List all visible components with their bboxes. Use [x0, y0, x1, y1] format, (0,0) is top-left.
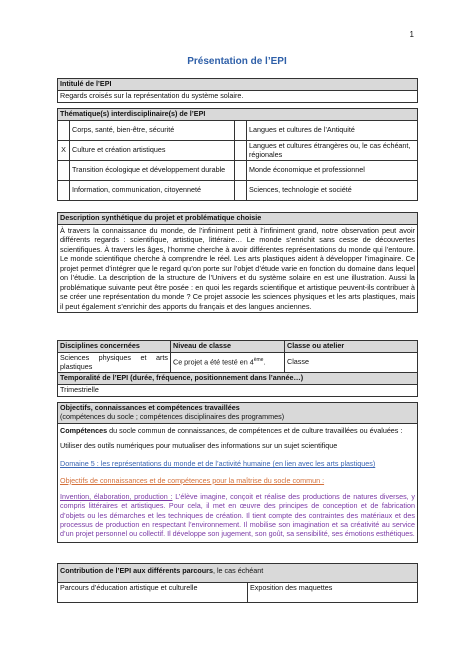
classe-col-header: Classe ou atelier — [285, 341, 418, 353]
domaine5-link[interactable]: Domaine 5 : les représentations du monde et de l’activité humaine (en lien avec les arts plastiques) — [60, 459, 376, 469]
page-title: Présentation de l’EPI — [187, 56, 287, 67]
parcours-value: Exposition des maquettes — [248, 582, 418, 602]
thematique-checkbox — [235, 161, 247, 181]
thematique-label: Langues et cultures étrangères ou, le cas échéant, régionales — [247, 140, 418, 161]
invention-label: Invention, élaboration, production : — [60, 492, 173, 501]
thematique-label: Information, communication, citoyenneté — [70, 181, 235, 201]
thematique-checkbox — [58, 120, 70, 140]
competences-text: du socle commun de connaissances, de compétences et de culture travaillées ou évaluées : — [107, 425, 403, 435]
intitule-value: Regards croisés sur la représentation du système solaire. — [58, 90, 418, 102]
description-table — [57, 212, 418, 313]
thematique-checkbox — [235, 120, 247, 140]
objectifs-subtitle: (compétences du socle ; compétences disciplinaires des programmes) — [60, 411, 285, 421]
classe-value: Classe — [285, 352, 418, 373]
thematique-label: Sciences, technologie et société — [247, 181, 418, 201]
outils-text: Utiliser des outils numériques pour mutualiser des informations sur un sujet scientifique — [60, 440, 338, 450]
invention-paragraph — [60, 492, 415, 539]
objectifs-content — [58, 423, 418, 542]
thematique-label: Monde économique et professionnel — [247, 161, 418, 181]
objectifs-title: Objectifs, connaissances et compétences travaillées — [60, 403, 240, 412]
description-text: À travers la connaissance du monde, de l’infiniment petit à l’infiniment grand, notre observation peut avoir différents regards : scientifique, artistique, littéraire… Le monde s’enrichit sans cesse de découvertes scientifiques. À travers les âges, l’homme cherche à avoir différentes représentations du monde qui l’entoure. Le monde scientifique cherche à comprendre le réel. Les arts plastiques aident à développer l’imaginaire. Ce projet permet d’intégrer que le regard qu’on porte sur l’objet d’étude varie en fonction du domaine dans lequel on l’étudie. La description de la structure de l’Univers et du système solaire en est une illustration. Aussi la problématique suivante peut être posée : en quoi les regards scientifique et artistique peuvent-ils contribuer à se créer une représentation du monde ? Ce projet associe les sciences physiques et les arts plastiques, mais il peut également s’enrichir des apports du français et des langues anciennes. — [58, 224, 418, 312]
thematique-checkbox — [58, 181, 70, 201]
parcours-table — [57, 563, 418, 603]
objectifs-header — [58, 403, 418, 424]
niveau-col-header: Niveau de classe — [171, 341, 285, 353]
temporalite-header: Temporalité de l’EPI (durée, fréquence, positionnement dans l’année…) — [58, 373, 418, 385]
thematique-label: Langues et cultures de l’Antiquité — [247, 120, 418, 140]
disciplines-value: Sciences physiques et arts plastiques — [58, 352, 171, 373]
thematiques-header: Thématique(s) interdisciplinaire(s) de l’EPI — [58, 109, 418, 121]
competences-label: Compétences — [60, 425, 108, 435]
thematique-label: Transition écologique et développement durable — [70, 161, 235, 181]
parcours-header: Contribution de l’EPI aux différents parcours, le cas échéant — [58, 564, 418, 583]
objectifs-link[interactable]: Objectifs de connaissances et de compétences pour la maîtrise du socle commun : — [60, 475, 325, 485]
parcours-label: Parcours d’éducation artistique et culturelle — [58, 582, 248, 602]
thematique-checkbox — [58, 161, 70, 181]
objectifs-table — [57, 402, 418, 543]
invention-text: L’élève imagine, conçoit et réalise des productions de natures diverses, y compris littéraires et artistiques. Pour cela, il met en œuvre des principes de conception et de fabrication d’objets ou les démarches et les techniques de création. Il tient compte des contraintes des matériaux et des processus de production en respectant l’environnement. Il mobilise son imagination et sa créativité au service d’un projet personnel ou collectif. Il développe son jugement, son goût, sa sensibilité, ses émotions esthétiques. — [60, 492, 415, 539]
disciplines-table — [57, 340, 418, 397]
intitule-table — [57, 78, 418, 103]
thematique-checkbox — [235, 140, 247, 161]
thematique-checkbox: X — [58, 140, 70, 161]
thematique-checkbox — [235, 181, 247, 201]
niveau-value: Ce projet a été testé en 4ème. — [171, 352, 285, 373]
intitule-header: Intitulé de l’EPI — [58, 79, 418, 91]
thematique-label: Corps, santé, bien-être, sécurité — [70, 120, 235, 140]
thematique-label: Culture et création artistiques — [70, 140, 235, 161]
temporalite-value: Trimestrielle — [58, 385, 418, 397]
thematiques-table — [57, 108, 418, 201]
disciplines-col-header: Disciplines concernées — [58, 341, 171, 353]
description-header: Description synthétique du projet et problématique choisie — [58, 213, 418, 225]
page-number: 1 — [409, 30, 414, 39]
